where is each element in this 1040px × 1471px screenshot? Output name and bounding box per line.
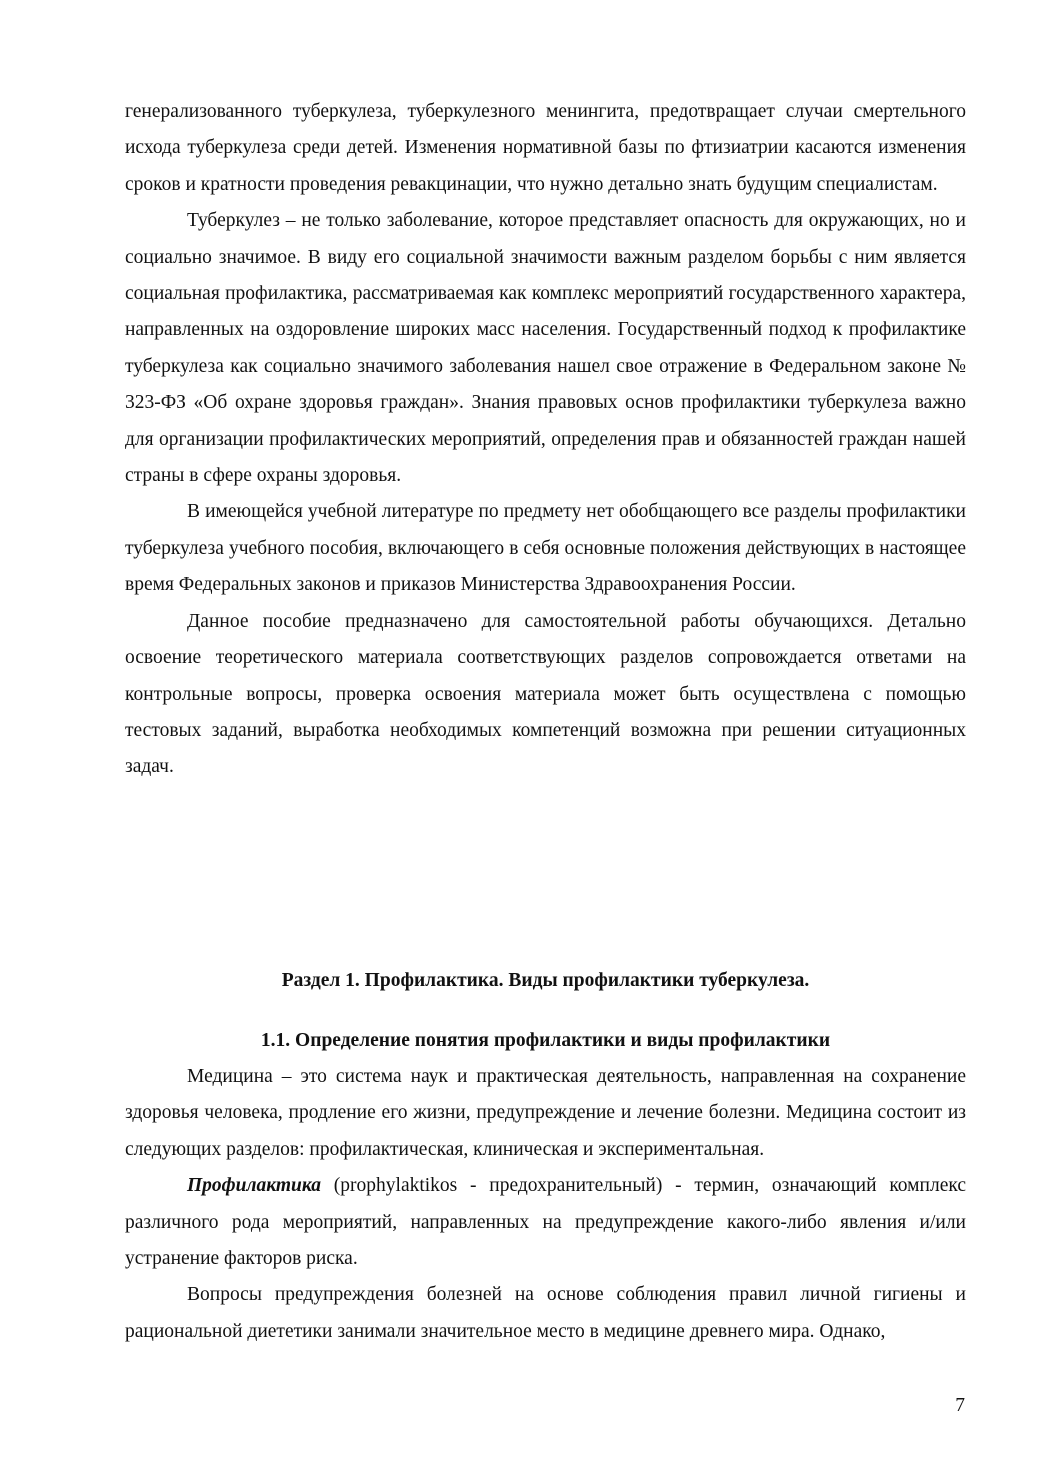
subsection-heading: 1.1. Определение понятия профилактики и виды профилактики: [260, 1030, 831, 1051]
definition-text: (prophylaktikos - предохранительный) - термин, означающий комплекс различного рода мероприятий, направленных на предупреждение какого-либо явления и/или устранение факторов риска.: [125, 1175, 966, 1270]
paragraph: Медицина – это система наук и практическая деятельность, направленная на сохранение здоровья человека, продление его жизни, предупреждение и лечение болезни. Медицина состоит из следующих разделов: профилактическая, клиническая и экспериментальная.: [125, 1066, 966, 1160]
section-heading: Раздел 1. Профилактика. Виды профилактики туберкулеза.: [281, 970, 810, 991]
paragraph: В имеющейся учебной литературе по предмету нет обобщающего все разделы профилактики туберкулеза учебного пособия, включающего в себя основные положения действующих в настоящее время Федеральных законов и приказов Министерства Здравоохранения России.: [125, 501, 966, 596]
paragraph-definition: [125, 1168, 966, 1277]
page-number: 7: [955, 1395, 965, 1416]
term-profilaktika: Профилактика: [187, 1175, 322, 1197]
paragraph: Данное пособие предназначено для самостоятельной работы обучающихся. Детально освоение теоретического материала соответствующих разделов сопровождается ответами на контрольные вопросы, проверка освоения материала может быть осуществлена с помощью тестовых заданий, выработка необходимых компетенций возможна при решении ситуационных задач.: [125, 610, 966, 778]
intro-text-block: [125, 94, 966, 786]
paragraph: генерализованного туберкулеза, туберкулезного менингита, предотвращает случаи смертельного исхода туберкулеза среди детей. Изменения нормативной базы по фтизиатрии касаются изменения сроков и кратности проведения ревакцинации, что нужно детально знать будущим специалистам.: [125, 101, 966, 195]
paragraph: Вопросы предупреждения болезней на основе соблюдения правил личной гигиены и рациональной диететики занимали значительное место в медицине древнего мира. Однако,: [125, 1284, 966, 1342]
paragraph: Туберкулез – не только заболевание, которое представляет опасность для окружающих, но и социально значимое. В виду его социальной значимости важным разделом борьбы с ним является социальная профилактика, рассматриваемая как комплекс мероприятий государственного характера, направленных на оздоровление широких масс населения. Государственный подход к профилактике туберкулеза как социально значимого заболевания нашел свое отражение в Федеральном законе № 323-ФЗ «Об охране здоровья граждан». Знания правовых основ профилактики туберкулеза важно для организации профилактических мероприятий, определения прав и обязанностей граждан нашей страны в сфере охраны здоровья.: [125, 210, 966, 487]
section-text-block: [125, 1059, 966, 1350]
